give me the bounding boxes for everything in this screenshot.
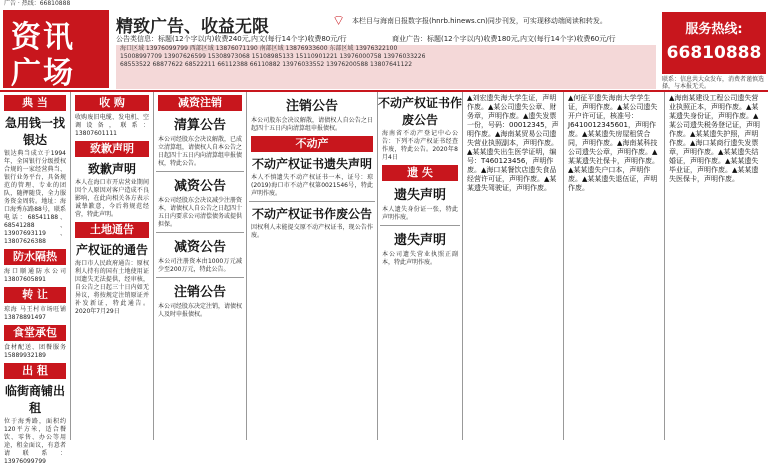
contact-note [662, 76, 766, 90]
section-header: 转 让 [4, 287, 66, 303]
divider [380, 225, 460, 226]
column-5 [378, 92, 463, 440]
ad-title: 产权证的通告 [75, 243, 148, 257]
price-left: 公告类信息：标题(12个字以内)收费240元,内文(每行14个字)收费80元/行 [116, 35, 347, 43]
slogan: 精致广告、收益无限 [116, 17, 269, 37]
ad-title: 清算公告 [173, 118, 226, 133]
section-header: 防水隔热 [4, 249, 66, 265]
column-3 [154, 92, 247, 440]
ad-text: 位于海秀路，面积约120平方米，适合餐饮、零售、办公等用途，租金面议，有意者请联系：13976099799 [4, 418, 66, 465]
ad-text: 本公司股东会决议解散，请债权人自公告之日起四十五日内向清算组申报债权。 [251, 117, 373, 132]
ad-text: 海口顺通防水公司 13807605891 [4, 268, 66, 283]
ad-title: 急用钱一找银达 [4, 116, 65, 147]
rates-row: 15008997709 13907626599 15308973068 15108985133 15110901221 13976000758 13976033226 [120, 53, 426, 60]
section-header: 食堂承包 [4, 325, 66, 341]
listing-text: ▲海南某建设工程公司遗失营业执照正本，声明作废。▲某某遗失身份证，声明作废。▲某公司遗失税务登记证，声明作废。▲某某遗失护照，声明作废。▲海口某商行遗失发票章，声明作废。▲某某遗失结婚证，声明作废。▲某某遗失毕业证，声明作废。▲某某遗失医保卡，声明作废。 [669, 94, 760, 183]
section-header: 致歉声明 [75, 141, 149, 157]
ad-text: 琼海 马王村市场旺铺 13878891497 [4, 306, 66, 321]
rates-row: 68553522 68877622 68522211 66112388 66110882 13976033552 13976200588 13807641122 [120, 61, 413, 68]
rates-table [116, 45, 656, 89]
rates-row: 海口区域 13976099799 西部区域 13876071190 南部区域 13876933600 东部区域 13976322100 [120, 45, 398, 52]
section-header: 遗 失 [382, 165, 458, 181]
ad-text: 本公司经股东会决议解散，已成立清算组，请债权人自本公告之日起四十五日内向清算组申报债权，特此公告。 [158, 136, 243, 167]
ad-text: 银达典当成立于1994年，全国银行分级授权合规的一家经营典当、银行业务平台，具备规范的管理、专业的团队，随押随贷，全力服务资金周转。地址：海口海秀东路88号，联系电话：68541188、68541288、13907693119、13807626388 [4, 150, 66, 245]
section-header: 典 当 [4, 95, 66, 111]
column-2 [71, 92, 154, 440]
column-6 [463, 92, 564, 440]
listing-text: ▲何征平遗失海南大学学生证，声明作废。▲某公司遗失开户许可证，核准号：J6410012345601，声明作废。▲某某遗失房屋租赁合同，声明作废。▲海南某科技公司遗失公章，声明作废。▲某某遗失社保卡，声明作废。▲某某遗失户口本，声明作废。▲某某遗失退伍证，声明作废。 [568, 94, 659, 192]
ad-text: 本公司经股东会决议减少注册资本，请债权人自公告之日起四十五日内要求公司清偿债务或提供担保。 [158, 197, 243, 228]
divider [249, 201, 375, 202]
hotline-number: 66810888 [666, 43, 762, 63]
column-1 [0, 92, 71, 465]
ad-text: 本公司注册资本由1000万元减少至200万元，特此公告。 [158, 258, 242, 273]
column-4 [247, 92, 378, 440]
ad-text: 海南省不动产登记中心公告：下列不动产权证书经查作废，特此公告。2020年8月4日 [382, 130, 458, 161]
contact-text: 信息共大众发布，消费者谨慎选择，与本报无关。 [662, 76, 765, 90]
ad-text: 本人不慎遗失不动产权证书一本，证号：琼(2019)海口市不动产权第0021546号，特此声明作废。 [251, 174, 373, 197]
ad-text: 本公司遗失营业执照正副本，特此声明作废。 [382, 251, 458, 266]
ad-text: 海口市人民政府通告：原权利人持有的国有土地使用证因遗失无法提供，经审核，自公告之日起三十日内如无异议，将按规定注销原证并补发新证，特此通告。2020年7月29日 [75, 260, 149, 315]
ad-text: 本人在海口市开店营业期间因个人原因对客户造成不良影响，在此向相关各方表示诚挚歉意，今后将规范经营，特此声明。 [75, 179, 149, 218]
section-header: 土地通告 [75, 222, 149, 238]
logo-line-1: 资讯 [11, 20, 75, 55]
ad-title: 减资公告 [173, 179, 226, 194]
wifi-icon: ⌔ [332, 13, 346, 29]
listing-text: ▲刘宏遗失海大学生证，声明作废。▲某公司遗失公章、财务章，声明作废。▲遗失发票一份，号码：00012345，声明作废。▲海南某贸易公司遗失营业执照副本，声明作废。▲某某遗失出生医学证明，编号：T460123456，声明作废。▲海口某餐饮店遗失食品经营许可证，声明作废。▲某某遗失驾驶证，声明作废。 [467, 94, 559, 192]
section-header: 出 租 [4, 363, 66, 379]
sync-notice: 本栏目与海南日报数字报(hnrb.hinews.cn)同步刊发，可实现移动端阅读和转发。 [352, 17, 607, 25]
ad-title: 不动产权证书作废公告 [251, 207, 372, 221]
ad-title: 注销公告 [285, 99, 338, 114]
contact-label: 联系： [662, 76, 681, 83]
ad-title: 不动产权证书作废公告 [378, 96, 463, 127]
divider [156, 171, 244, 172]
ad-text: 收购废旧电缆、发电机、空调设备，联系：13807601111 [75, 114, 149, 137]
top-strip: 广告 · 热线：66810888 [0, 0, 772, 7]
ad-text: 食材配送、团餐服务 15889932189 [4, 344, 66, 359]
ad-text: 因权利人未能提交原不动产权证书，现公告作废。 [251, 224, 373, 239]
column-8 [665, 92, 767, 440]
ad-title: 遗失声明 [393, 188, 446, 203]
divider [156, 277, 244, 278]
section-header: 减资注销 [158, 95, 242, 111]
price-right: 商业广告：标题(12个字以内)收费180元,内文(每行14个字)收费60元/行 [392, 35, 616, 43]
ad-title: 注销公告 [173, 285, 226, 300]
divider [156, 232, 244, 233]
ad-title: 减资公告 [173, 240, 226, 255]
ad-title: 致歉声明 [87, 162, 136, 176]
column-logo [3, 10, 109, 91]
ad-title: 遗失声明 [393, 233, 446, 248]
ad-title: 临街商铺出租 [4, 384, 65, 415]
ad-text: 本公司经股东决定注销，请债权人及时申报债权。 [158, 303, 243, 318]
logo-line-2: 广场 [11, 56, 75, 91]
section-header: 不动产 [251, 136, 373, 152]
section-header: 收 购 [75, 95, 149, 111]
ad-title: 不动产权证书遗失声明 [251, 157, 372, 171]
ad-text: 本人遗失身份证一张，特此声明作废。 [382, 206, 458, 221]
hotline-box [662, 12, 766, 74]
column-7 [564, 92, 665, 440]
page-header [0, 8, 768, 92]
hotline-label: 服务热线: [685, 22, 743, 37]
